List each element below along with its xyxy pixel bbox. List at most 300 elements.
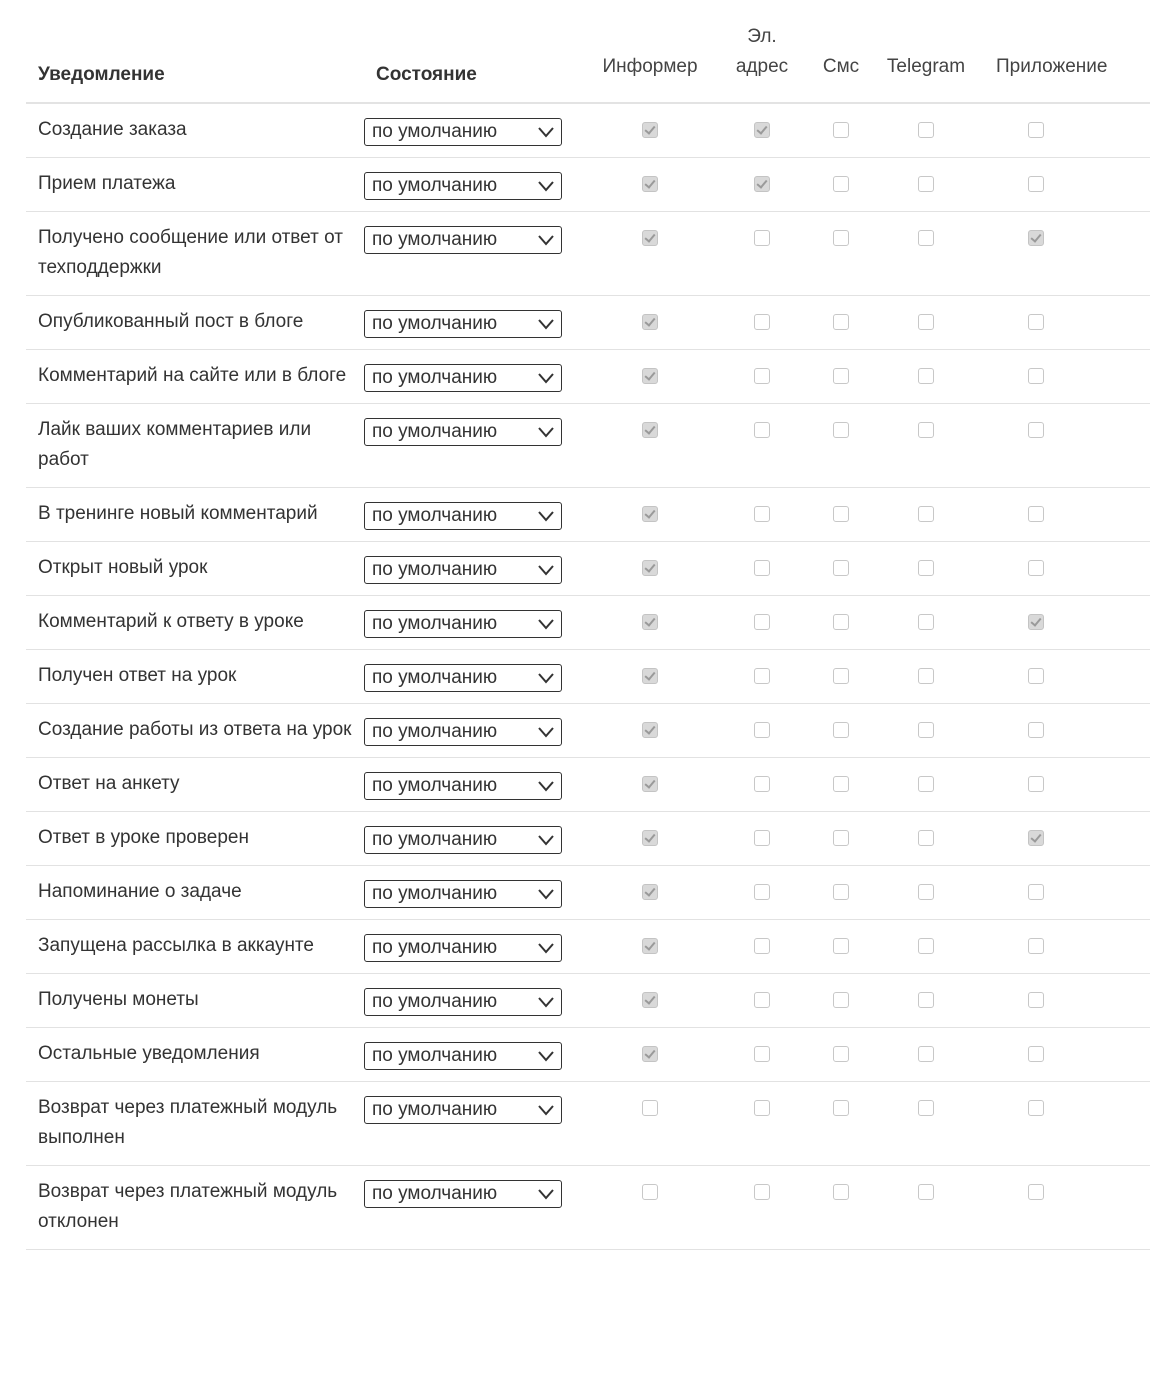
state-select-value: по умолчанию (372, 175, 498, 196)
notification-name: Получен ответ на урок (26, 650, 364, 704)
cell-sms (810, 1028, 872, 1082)
checkbox-telegram[interactable] (918, 992, 934, 1008)
cell-email (714, 158, 810, 212)
chevron-down-icon (537, 1181, 555, 1207)
checkbox-telegram[interactable] (918, 176, 934, 192)
cell-app (980, 296, 1150, 350)
checkbox-informer[interactable] (642, 776, 658, 792)
cell-app (980, 350, 1150, 404)
checkbox-email[interactable] (754, 614, 770, 630)
cell-app (980, 212, 1150, 296)
notification-name: Ответ на анкету (26, 758, 364, 812)
cell-sms (810, 596, 872, 650)
header-email-label: Эл. адрес (735, 26, 789, 77)
checkbox-sms[interactable] (833, 614, 849, 630)
cell-email (714, 974, 810, 1028)
cell-email (714, 596, 810, 650)
cell-informer (586, 212, 714, 296)
checkbox-informer[interactable] (642, 992, 658, 1008)
state-select[interactable] (364, 826, 562, 854)
checkbox-email[interactable] (754, 176, 770, 192)
state-select[interactable] (364, 1096, 562, 1124)
checkbox-email[interactable] (754, 1100, 770, 1116)
cell-informer (586, 866, 714, 920)
cell-informer (586, 758, 714, 812)
cell-informer (586, 1028, 714, 1082)
header-sms: Смс (810, 0, 872, 103)
cell-telegram (872, 103, 980, 158)
checkbox-email[interactable] (754, 422, 770, 438)
notification-name: В тренинге новый комментарий (26, 488, 364, 542)
cell-informer (586, 404, 714, 488)
state-select[interactable] (364, 1042, 562, 1070)
checkbox-app[interactable] (1028, 506, 1044, 522)
cell-sms (810, 650, 872, 704)
state-select-value: по умолчанию (372, 721, 498, 742)
checkbox-email[interactable] (754, 1184, 770, 1200)
chevron-down-icon (537, 665, 555, 691)
checkbox-app[interactable] (1028, 230, 1044, 246)
header-telegram: Telegram (872, 0, 980, 103)
cell-app (980, 158, 1150, 212)
checkbox-telegram[interactable] (918, 122, 934, 138)
cell-app (980, 1028, 1150, 1082)
cell-email (714, 488, 810, 542)
checkbox-telegram[interactable] (918, 230, 934, 246)
state-cell (364, 1028, 586, 1082)
checkbox-app[interactable] (1028, 422, 1044, 438)
state-select[interactable] (364, 718, 562, 746)
cell-app (980, 812, 1150, 866)
cell-telegram (872, 212, 980, 296)
notification-name: Открыт новый урок (26, 542, 364, 596)
checkbox-telegram[interactable] (918, 368, 934, 384)
checkbox-sms[interactable] (833, 722, 849, 738)
cell-telegram (872, 596, 980, 650)
notification-settings (26, 0, 1150, 1250)
state-cell (364, 650, 586, 704)
notification-name: Опубликованный пост в блоге (26, 296, 364, 350)
state-cell (364, 404, 586, 488)
chevron-down-icon (537, 557, 555, 583)
table-row (26, 650, 1150, 704)
notification-name: Возврат через платежный модуль отклонен (26, 1166, 364, 1250)
checkbox-sms[interactable] (833, 422, 849, 438)
checkbox-informer[interactable] (642, 506, 658, 522)
state-select[interactable] (364, 880, 562, 908)
cell-sms (810, 704, 872, 758)
cell-informer (586, 1082, 714, 1166)
cell-email (714, 1028, 810, 1082)
checkbox-informer[interactable] (642, 722, 658, 738)
checkbox-informer[interactable] (642, 230, 658, 246)
cell-informer (586, 350, 714, 404)
state-cell (364, 866, 586, 920)
cell-telegram (872, 866, 980, 920)
checkbox-email[interactable] (754, 830, 770, 846)
checkbox-sms[interactable] (833, 122, 849, 138)
table-body (26, 103, 1150, 1250)
checkbox-app[interactable] (1028, 830, 1044, 846)
checkbox-informer[interactable] (642, 176, 658, 192)
checkbox-sms[interactable] (833, 506, 849, 522)
checkbox-informer[interactable] (642, 1046, 658, 1062)
state-cell (364, 974, 586, 1028)
checkbox-app[interactable] (1028, 938, 1044, 954)
state-cell (364, 542, 586, 596)
checkbox-email[interactable] (754, 938, 770, 954)
checkbox-informer[interactable] (642, 368, 658, 384)
checkbox-sms[interactable] (833, 830, 849, 846)
cell-email (714, 920, 810, 974)
chevron-down-icon (537, 173, 555, 199)
state-select[interactable] (364, 226, 562, 254)
table-row (26, 704, 1150, 758)
notification-name: Получены монеты (26, 974, 364, 1028)
cell-app (980, 542, 1150, 596)
cell-telegram (872, 404, 980, 488)
chevron-down-icon (537, 503, 555, 529)
checkbox-email[interactable] (754, 506, 770, 522)
checkbox-app[interactable] (1028, 368, 1044, 384)
cell-app (980, 1166, 1150, 1250)
cell-telegram (872, 920, 980, 974)
checkbox-informer[interactable] (642, 884, 658, 900)
checkbox-telegram[interactable] (918, 422, 934, 438)
state-select-value: по умолчанию (372, 883, 498, 904)
checkbox-telegram[interactable] (918, 722, 934, 738)
cell-telegram (872, 296, 980, 350)
checkbox-email[interactable] (754, 230, 770, 246)
cell-email (714, 296, 810, 350)
state-cell (364, 488, 586, 542)
table-row (26, 404, 1150, 488)
state-select-value: по умолчанию (372, 667, 498, 688)
chevron-down-icon (537, 881, 555, 907)
cell-app (980, 866, 1150, 920)
state-select[interactable] (364, 364, 562, 392)
checkbox-sms[interactable] (833, 1184, 849, 1200)
checkbox-informer[interactable] (642, 668, 658, 684)
cell-email (714, 103, 810, 158)
checkbox-email[interactable] (754, 122, 770, 138)
state-select[interactable] (364, 664, 562, 692)
checkbox-informer[interactable] (642, 122, 658, 138)
cell-informer (586, 103, 714, 158)
table-row (26, 866, 1150, 920)
checkbox-sms[interactable] (833, 668, 849, 684)
state-cell (364, 920, 586, 974)
cell-telegram (872, 812, 980, 866)
table-row (26, 812, 1150, 866)
cell-email (714, 704, 810, 758)
cell-app (980, 103, 1150, 158)
checkbox-sms[interactable] (833, 230, 849, 246)
checkbox-telegram[interactable] (918, 1184, 934, 1200)
cell-sms (810, 212, 872, 296)
checkbox-informer[interactable] (642, 560, 658, 576)
cell-informer (586, 158, 714, 212)
checkbox-app[interactable] (1028, 614, 1044, 630)
cell-informer (586, 650, 714, 704)
state-select[interactable] (364, 310, 562, 338)
checkbox-sms[interactable] (833, 314, 849, 330)
checkbox-email[interactable] (754, 1046, 770, 1062)
checkbox-telegram[interactable] (918, 506, 934, 522)
state-select-value: по умолчанию (372, 991, 498, 1012)
state-select-value: по умолчанию (372, 937, 498, 958)
cell-email (714, 758, 810, 812)
cell-sms (810, 542, 872, 596)
checkbox-telegram[interactable] (918, 776, 934, 792)
checkbox-telegram[interactable] (918, 1046, 934, 1062)
chevron-down-icon (537, 227, 555, 253)
cell-informer (586, 974, 714, 1028)
header-notification: Уведомление (26, 0, 364, 103)
cell-sms (810, 1082, 872, 1166)
cell-sms (810, 350, 872, 404)
state-select[interactable] (364, 772, 562, 800)
checkbox-email[interactable] (754, 668, 770, 684)
checkbox-app[interactable] (1028, 314, 1044, 330)
state-select-value: по умолчанию (372, 505, 498, 526)
cell-email (714, 1082, 810, 1166)
checkbox-sms[interactable] (833, 1046, 849, 1062)
notification-name: Остальные уведомления (26, 1028, 364, 1082)
chevron-down-icon (537, 611, 555, 637)
table-row (26, 758, 1150, 812)
state-cell (364, 212, 586, 296)
cell-sms (810, 103, 872, 158)
cell-telegram (872, 758, 980, 812)
state-cell (364, 158, 586, 212)
chevron-down-icon (537, 311, 555, 337)
state-cell (364, 812, 586, 866)
cell-telegram (872, 1028, 980, 1082)
checkbox-telegram[interactable] (918, 938, 934, 954)
table-row (26, 158, 1150, 212)
notification-name: Создание заказа (26, 103, 364, 158)
cell-app (980, 920, 1150, 974)
checkbox-informer[interactable] (642, 938, 658, 954)
state-cell (364, 596, 586, 650)
cell-telegram (872, 704, 980, 758)
checkbox-informer[interactable] (642, 422, 658, 438)
checkbox-app[interactable] (1028, 992, 1044, 1008)
cell-app (980, 758, 1150, 812)
state-select-value: по умолчанию (372, 1099, 498, 1120)
cell-informer (586, 542, 714, 596)
cell-email (714, 866, 810, 920)
cell-telegram (872, 650, 980, 704)
cell-informer (586, 704, 714, 758)
cell-email (714, 350, 810, 404)
state-cell (364, 103, 586, 158)
state-select[interactable] (364, 610, 562, 638)
cell-email (714, 212, 810, 296)
checkbox-informer[interactable] (642, 614, 658, 630)
cell-telegram (872, 158, 980, 212)
state-select[interactable] (364, 418, 562, 446)
state-select[interactable] (364, 934, 562, 962)
cell-app (980, 650, 1150, 704)
checkbox-app[interactable] (1028, 1184, 1044, 1200)
cell-telegram (872, 488, 980, 542)
cell-email (714, 404, 810, 488)
state-cell (364, 1082, 586, 1166)
checkbox-sms[interactable] (833, 1100, 849, 1116)
table-row (26, 350, 1150, 404)
cell-sms (810, 812, 872, 866)
checkbox-app[interactable] (1028, 1046, 1044, 1062)
checkbox-telegram[interactable] (918, 614, 934, 630)
cell-sms (810, 488, 872, 542)
checkbox-app[interactable] (1028, 884, 1044, 900)
cell-informer (586, 596, 714, 650)
state-select-value: по умолчанию (372, 829, 498, 850)
checkbox-app[interactable] (1028, 722, 1044, 738)
chevron-down-icon (537, 419, 555, 445)
notification-name: Создание работы из ответа на урок (26, 704, 364, 758)
checkbox-email[interactable] (754, 314, 770, 330)
checkbox-sms[interactable] (833, 176, 849, 192)
cell-sms (810, 404, 872, 488)
state-select[interactable] (364, 118, 562, 146)
notification-name: Напоминание о задаче (26, 866, 364, 920)
checkbox-app[interactable] (1028, 1100, 1044, 1116)
notification-name: Прием платежа (26, 158, 364, 212)
checkbox-telegram[interactable] (918, 1100, 934, 1116)
notification-name: Комментарий к ответу в уроке (26, 596, 364, 650)
state-select-value: по умолчанию (372, 775, 498, 796)
chevron-down-icon (537, 989, 555, 1015)
state-select[interactable] (364, 1180, 562, 1208)
checkbox-email[interactable] (754, 776, 770, 792)
cell-informer (586, 812, 714, 866)
checkbox-sms[interactable] (833, 368, 849, 384)
header-email (714, 0, 810, 103)
cell-sms (810, 758, 872, 812)
state-select[interactable] (364, 988, 562, 1016)
cell-informer (586, 920, 714, 974)
checkbox-email[interactable] (754, 992, 770, 1008)
checkbox-app[interactable] (1028, 776, 1044, 792)
checkbox-email[interactable] (754, 368, 770, 384)
state-cell (364, 704, 586, 758)
header-app: Приложение (980, 0, 1150, 103)
state-select[interactable] (364, 172, 562, 200)
cell-telegram (872, 542, 980, 596)
checkbox-sms[interactable] (833, 938, 849, 954)
notification-name: Получено сообщение или ответ от техподдержки (26, 212, 364, 296)
cell-telegram (872, 350, 980, 404)
checkbox-sms[interactable] (833, 776, 849, 792)
cell-telegram (872, 1166, 980, 1250)
checkbox-informer[interactable] (642, 314, 658, 330)
checkbox-informer[interactable] (642, 1184, 658, 1200)
cell-telegram (872, 974, 980, 1028)
cell-telegram (872, 1082, 980, 1166)
state-select[interactable] (364, 556, 562, 584)
notification-name: Запущена рассылка в аккаунте (26, 920, 364, 974)
checkbox-telegram[interactable] (918, 560, 934, 576)
cell-app (980, 1082, 1150, 1166)
cell-app (980, 488, 1150, 542)
cell-sms (810, 974, 872, 1028)
checkbox-telegram[interactable] (918, 884, 934, 900)
notification-table (26, 0, 1150, 1250)
checkbox-informer[interactable] (642, 1100, 658, 1116)
table-row (26, 974, 1150, 1028)
table-row (26, 542, 1150, 596)
state-select-value: по умолчанию (372, 1183, 498, 1204)
checkbox-telegram[interactable] (918, 830, 934, 846)
checkbox-app[interactable] (1028, 176, 1044, 192)
state-select-value: по умолчанию (372, 229, 498, 250)
notification-name: Возврат через платежный модуль выполнен (26, 1082, 364, 1166)
checkbox-sms[interactable] (833, 560, 849, 576)
checkbox-app[interactable] (1028, 122, 1044, 138)
table-row (26, 488, 1150, 542)
state-select[interactable] (364, 502, 562, 530)
cell-sms (810, 920, 872, 974)
table-row (26, 1166, 1150, 1250)
cell-email (714, 650, 810, 704)
cell-sms (810, 1166, 872, 1250)
checkbox-email[interactable] (754, 884, 770, 900)
checkbox-email[interactable] (754, 560, 770, 576)
chevron-down-icon (537, 1097, 555, 1123)
cell-app (980, 404, 1150, 488)
checkbox-sms[interactable] (833, 884, 849, 900)
state-select-value: по умолчанию (372, 613, 498, 634)
table-row (26, 596, 1150, 650)
cell-informer (586, 296, 714, 350)
table-row (26, 1082, 1150, 1166)
state-select-value: по умолчанию (372, 367, 498, 388)
checkbox-email[interactable] (754, 722, 770, 738)
checkbox-telegram[interactable] (918, 668, 934, 684)
table-header (26, 0, 1150, 103)
table-row (26, 212, 1150, 296)
cell-email (714, 542, 810, 596)
cell-sms (810, 158, 872, 212)
cell-app (980, 704, 1150, 758)
checkbox-app[interactable] (1028, 668, 1044, 684)
checkbox-telegram[interactable] (918, 314, 934, 330)
cell-app (980, 596, 1150, 650)
table-row (26, 103, 1150, 158)
chevron-down-icon (537, 719, 555, 745)
cell-sms (810, 296, 872, 350)
checkbox-app[interactable] (1028, 560, 1044, 576)
state-select-value: по умолчанию (372, 121, 498, 142)
notification-name: Комментарий на сайте или в блоге (26, 350, 364, 404)
state-select-value: по умолчанию (372, 1045, 498, 1066)
notification-name: Лайк ваших комментариев или работ (26, 404, 364, 488)
cell-email (714, 1166, 810, 1250)
checkbox-sms[interactable] (833, 992, 849, 1008)
cell-sms (810, 866, 872, 920)
cell-informer (586, 488, 714, 542)
table-row (26, 296, 1150, 350)
state-select-value: по умолчанию (372, 313, 498, 334)
state-select-value: по умолчанию (372, 559, 498, 580)
cell-email (714, 812, 810, 866)
notification-name: Ответ в уроке проверен (26, 812, 364, 866)
state-cell (364, 296, 586, 350)
checkbox-informer[interactable] (642, 830, 658, 846)
